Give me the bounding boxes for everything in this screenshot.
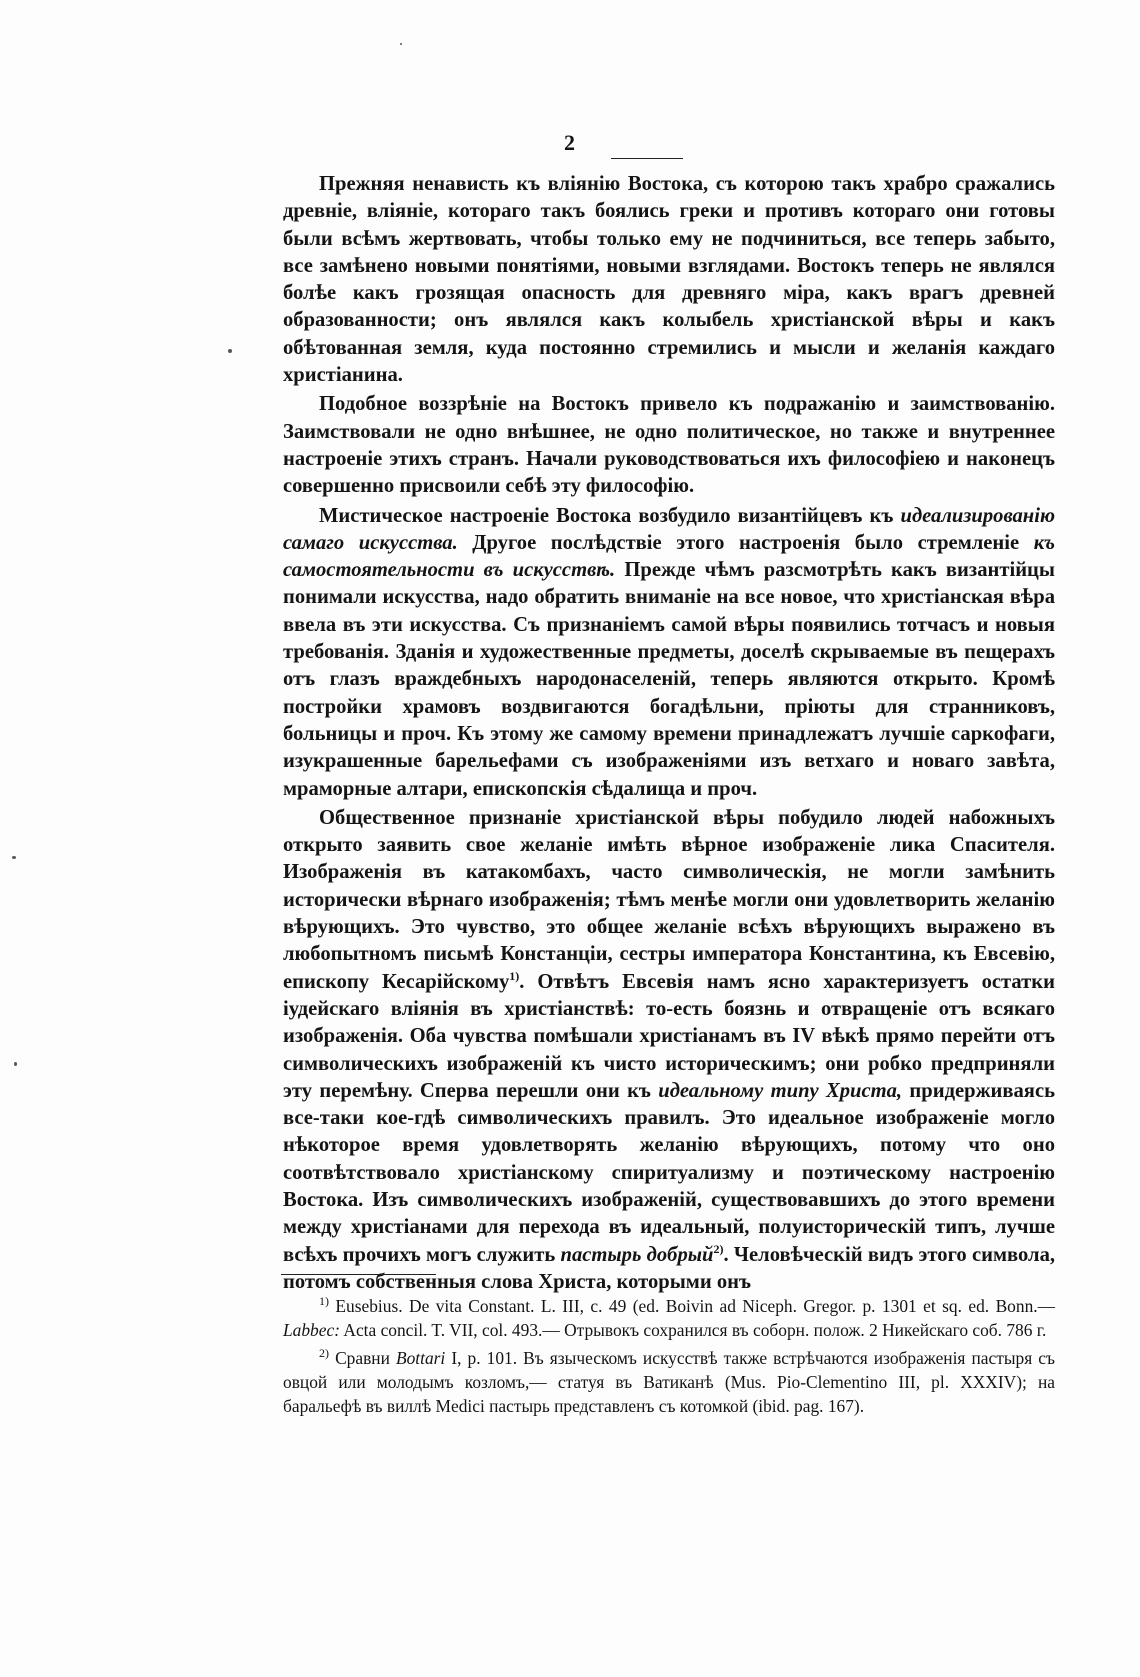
footnotes — [283, 1294, 1055, 1422]
footnote-marker: 1) — [509, 968, 520, 983]
footnote-separator — [281, 1274, 436, 1275]
scan-speck — [12, 856, 16, 859]
footnote-1 — [283, 1294, 1055, 1342]
text-run: . Человѣческій видъ этого символа, потомъ собственныя слова Христа, которыми онъ — [283, 1243, 1056, 1293]
footnote-marker: 1) — [319, 1294, 329, 1309]
italic-text: пастырь добрый — [560, 1243, 714, 1266]
body-text — [283, 171, 1055, 1298]
scan-speck — [228, 349, 232, 353]
italic-text: Labbec: — [283, 1320, 340, 1340]
text-run: Acta concil. T. VII, col. 493.— Отрывокъ сохранился въ соборн. полож. 2 Никейскаго соб. 786 г. — [340, 1320, 1047, 1340]
text-run: придерживаясь все-таки кое-гдѣ символическихъ правилъ. Это идеальное изображеніе могло нѣкоторое время удовлетворять желанію вѣрующихъ, потому что оно соотвѣтствовало христіанскому спиритуализму и поэтическому настроенію Востока. Изъ символическихъ изображеній, существовавшихъ до этого времени между христіанами для перехода въ идеальный, полуисторическій типъ, лучше всѣхъ прочихъ могъ служить — [283, 1079, 1055, 1266]
text-run: Подобное воззрѣніе на Востокъ привело къ подражанію и заимствованію. Заимствовали не одно внѣшнее, не одно политическое, но также и внутреннее настроеніе этихъ странъ. Начали руководствоваться ихъ философіею и наконецъ совершенно присвоили себѣ эту философію. — [283, 393, 1055, 498]
scan-speck — [400, 43, 402, 45]
paragraph-4 — [283, 805, 1055, 1296]
italic-text: идеальному типу Христа, — [658, 1079, 903, 1102]
text-run: . Отвѣтъ Евсевія намъ ясно характеризуетъ остатки іудейскаго вліянія въ христіанствѣ: то-есть боязнь и отвращеніе отъ всякаго изображенія. Оба чувства помѣшали христіанамъ въ IV вѣкѣ прямо перейти отъ символическихъ изображеній къ чисто историческимъ; они робко предприняли эту перемѣну. Сперва перешли они къ — [283, 970, 1055, 1102]
scan-speck — [14, 1062, 17, 1066]
text-run: Прежняя ненависть къ вліянію Востока, съ которою такъ храбро сражались древніе, вліяніе, котораго такъ боялись греки и противъ котораго они готовы были всѣмъ жертвовать, чтобы только ему не подчиниться, все теперь забыто, все замѣнено новыми понятіями, новыми взглядами. Востокъ теперь не являлся болѣе какъ грозящая опасность для древняго міра, какъ врагъ древней образованности; онъ являлся какъ колыбель христіанской вѣры и какъ обѣтованная земля, куда постоянно стремились и мысли и желанія каждаго христіанина. — [283, 173, 1055, 387]
text-run: I, p. 101. Въ языческомъ искусствѣ также встрѣчаются изображенія пастыря съ овцой или молодымъ козломъ,— статуя въ Ватиканѣ (Mus. Pio-Clementino III, pl. XXXIV); на баральефѣ въ виллѣ Medici пастырь представленъ съ котомкой (ibid. pag. 167). — [283, 1348, 1055, 1416]
text-run: Прежде чѣмъ разсмотрѣть какъ византійцы понимали искусства, надо обратить вниманіе на все новое, что христіанская вѣра ввела въ эти искусства. Съ признаніемъ самой вѣры появились тотчасъ и новыя требованія. Зданія и художественные предметы, доселѣ скрываемые въ пещерахъ отъ глазъ враждебныхъ народонаселеній, теперь являются открыто. Кромѣ постройки храмовъ воздвигаются богадѣльни, пріюты для странниковъ, больницы и проч. Къ этому же самому времени принадлежатъ лучшіе саркофаги, изукрашенные барельефами съ изображеніями изъ ветхаго и новаго завѣта, мраморные алтари, епископскія сѣдалища и проч. — [283, 559, 1055, 800]
text-run: Общественное признаніе христіанской вѣры побудило людей набожныхъ открыто заявить свое желаніе имѣть вѣрное изображеніе лика Спасителя. Изображенія въ катакомбахъ, часто символическія, не могли замѣнить исторически вѣрнаго изображенія; тѣмъ менѣе могли они удовлетворить желанію вѣрующихъ. Это чувство, это общее желаніе всѣхъ вѣрующихъ выражено въ любопытномъ письмѣ Констанціи, сестры императора Константина, къ Евсевію, епископу Кесарійскому — [283, 806, 1055, 993]
italic-text: идеализированію самаго искусства. — [283, 504, 1055, 554]
footnote-2 — [283, 1346, 1055, 1418]
italic-text: Bottari — [395, 1348, 446, 1368]
footnote-marker: 2) — [319, 1346, 329, 1361]
page-number-rule — [611, 158, 683, 159]
text-run: Мистическое настроеніе Востока возбудило византійцевъ къ — [319, 504, 901, 527]
paragraph-3 — [283, 503, 1055, 803]
page-number: 2 — [564, 130, 576, 155]
text-run: Сравни — [329, 1348, 396, 1368]
text-run: Другое послѣдствіе этого настроенія было стремленіе — [457, 531, 1034, 554]
paragraph-2 — [283, 391, 1055, 500]
text-run: Eusebius. De vita Constant. L. III, c. 49 (ed. Boivin ad Niceph. Gregor. p. 1301 et sq. ed. Bonn.— — [329, 1296, 1055, 1316]
footnote-marker: 2) — [713, 1241, 724, 1256]
paragraph-1 — [283, 171, 1055, 389]
italic-text: къ самостоятельности въ искусствѣ. — [283, 531, 1055, 582]
